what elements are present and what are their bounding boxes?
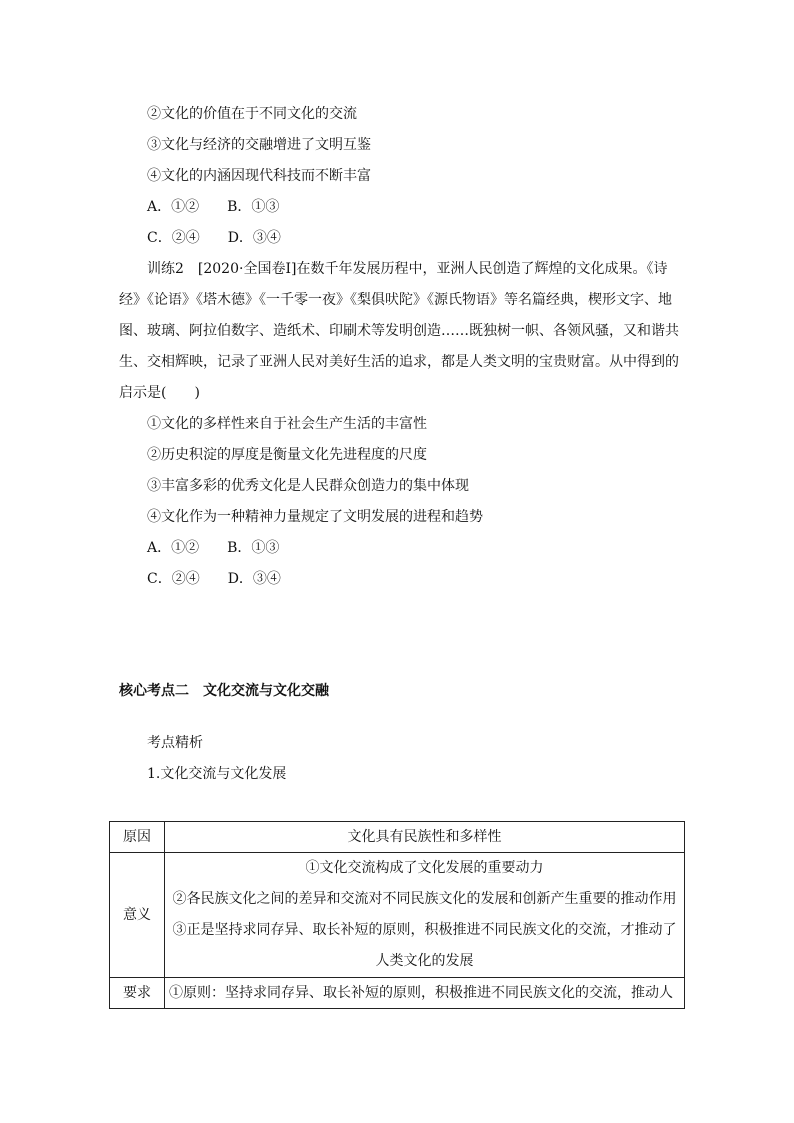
table-row bbox=[110, 822, 685, 853]
culture-exchange-table bbox=[109, 821, 685, 1009]
question-stem-line: 经》《论语》《塔木德》《一千零一夜》《梨俱吠陀》《源氏物语》等名篇经典，楔形文字、地 bbox=[119, 292, 672, 308]
significance-line: ③正是坚持求同存异、取长补短的原则，积极推进不同民族文化的交流，才推动了 bbox=[172, 922, 677, 938]
option-4: ④文化的内涵因现代科技而不断丰富 bbox=[147, 168, 371, 184]
option-2: ②文化的价值在于不同文化的交流 bbox=[147, 106, 357, 122]
question-stem-line: 生、交相辉映，记录了亚洲人民对美好生活的追求，都是人类文明的宝贵财富。从中得到的 bbox=[119, 354, 679, 370]
question-stem-line: 训练2 [2020·全国卷Ⅰ]在数千年发展历程中，亚洲人民创造了辉煌的文化成果。《诗 bbox=[147, 261, 668, 277]
option-3: ③丰富多彩的优秀文化是人民群众创造力的集中体现 bbox=[147, 478, 469, 494]
row-label-requirement: 要求 bbox=[110, 978, 165, 1009]
significance-line: ②各民族文化之间的差异和交流对不同民族文化的发展和创新产生重要的推动作用 bbox=[172, 891, 677, 907]
option-1: ①文化的多样性来自于社会生产生活的丰富性 bbox=[147, 416, 427, 432]
table-row bbox=[110, 853, 685, 978]
option-3: ③文化与经济的交融增进了文明互鉴 bbox=[147, 137, 371, 153]
row-label-significance: 意义 bbox=[110, 853, 165, 978]
question-stem-line: 启示是( ) bbox=[119, 385, 200, 401]
topic-item: 1.文化交流与文化发展 bbox=[147, 766, 287, 782]
option-4: ④文化作为一种精神力量规定了文明发展的进程和趋势 bbox=[147, 509, 483, 525]
significance-line: ①文化交流构成了文化发展的重要动力 bbox=[305, 860, 544, 876]
answer-choices-cd: C．②④ D．③④ bbox=[147, 230, 281, 246]
subsection-label: 考点精析 bbox=[147, 735, 203, 751]
row-content-requirement: ①原则：坚持求同存异、取长补短的原则，积极推进不同民族文化的交流，推动人 bbox=[165, 978, 685, 1009]
question-stem-line: 图、玻璃、阿拉伯数字、造纸术、印刷术等发明创造……既独树一帜、各领风骚，又和谐共 bbox=[119, 323, 679, 339]
option-2: ②历史积淀的厚度是衡量文化先进程度的尺度 bbox=[147, 447, 427, 463]
significance-line: 人类文化的发展 bbox=[375, 953, 474, 969]
row-content-reason: 文化具有民族性和多样性 bbox=[165, 822, 685, 853]
table-row bbox=[110, 978, 685, 1009]
row-content-significance bbox=[165, 853, 685, 978]
answer-choices-cd: C．②④ D．③④ bbox=[147, 571, 281, 587]
answer-choices-ab: A．①② B．①③ bbox=[147, 540, 280, 556]
answer-choices-ab: A．①② B．①③ bbox=[147, 199, 280, 215]
section-heading: 核心考点二 文化交流与文化交融 bbox=[119, 683, 329, 699]
row-label-reason: 原因 bbox=[110, 822, 165, 853]
